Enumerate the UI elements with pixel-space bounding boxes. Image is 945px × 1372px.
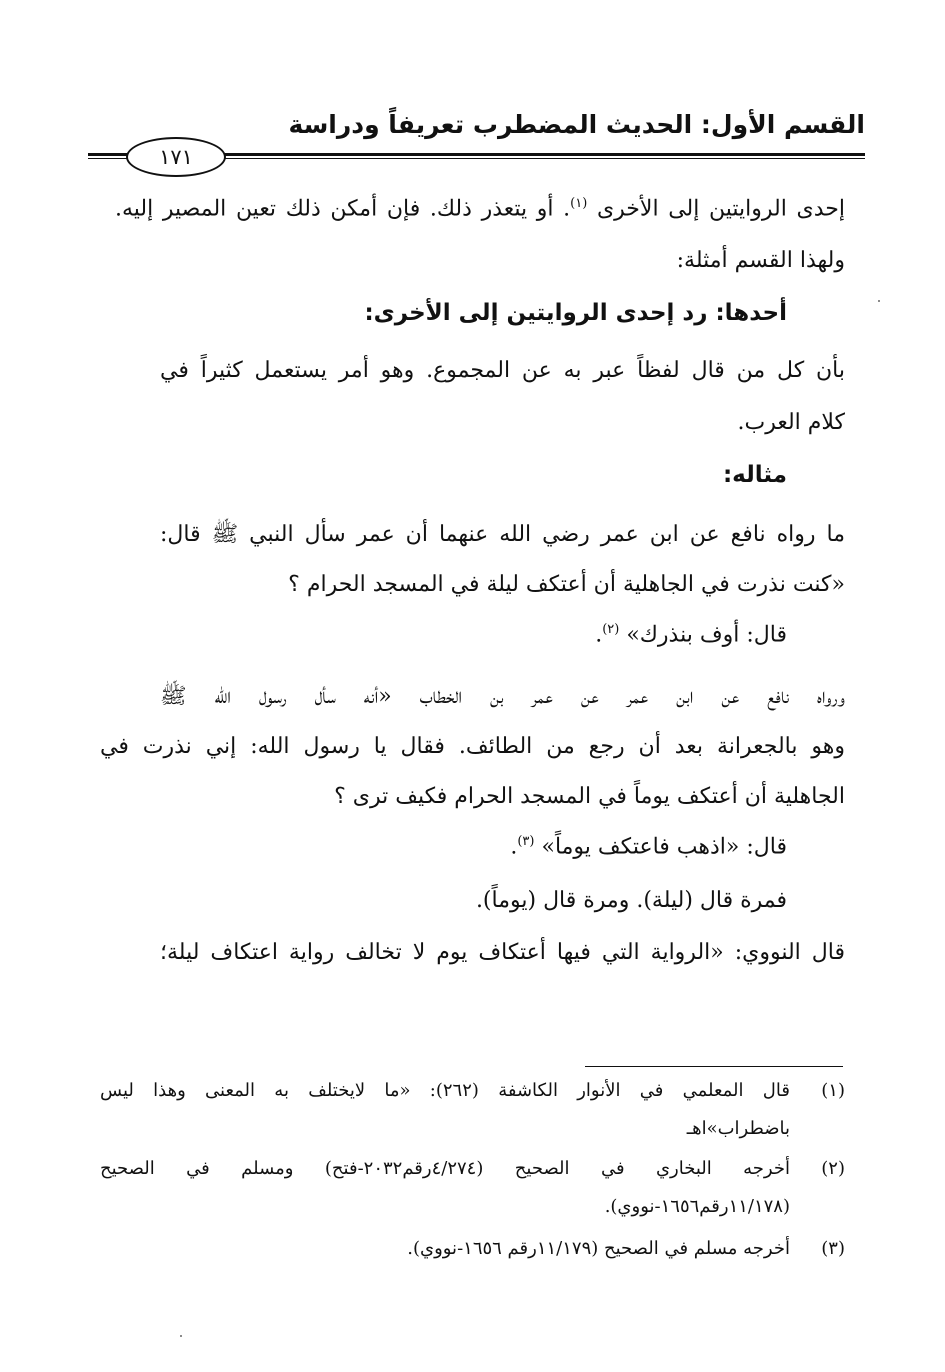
header-rule-thin [220,158,865,159]
body-line-1 [115,196,845,221]
body-text: قال: «اذهب فاعتكف يوماً» [534,834,787,860]
footnote-2-line-2: (١١/١٧٨رقم١٦٥٦-نووي). [604,1196,790,1217]
scan-speck [180,1335,182,1337]
body-line-8: ورواه نافع عن ابن عمر عن عمر بن الخطاب «أنه سأل رسول الله ﷺ [160,684,845,709]
body-line-3: بأن كل من قال لفظاً عبر به عن المجموع. وهو أمر يستعمل كثيراً في [160,358,845,383]
footnote-1-line-1: قال المعلمي في الأنوار الكاشفة (٢٦٢): «ما لايختلف به المعنى وهذا ليس [100,1080,790,1101]
body-text: . [510,834,518,860]
running-header-title: القسم الأول: الحديث المضطرب تعريفاً ودراسة [288,110,865,139]
example-heading: مثاله: [722,462,787,488]
body-line-11 [510,834,787,859]
footnote-1-line-2: باضطراب»اهـ [686,1118,790,1139]
footnote-separator [585,1066,843,1067]
footnote-ref-2[interactable]: (٢) [602,622,620,637]
header-rule-thick [220,153,865,156]
footnote-number-2: (٢) [821,1158,845,1179]
body-line-10: الجاهلية أن أعتكف يوماً في المسجد الحرام فكيف ترى ؟ [334,784,845,809]
footnote-number-1: (١) [821,1080,845,1101]
body-line-6: «كنت نذرت في الجاهلية أن أعتكف ليلة في المسجد الحرام ؟ [288,572,845,597]
footnote-ref-3[interactable]: (٣) [517,834,535,849]
page-number-badge [126,137,226,177]
body-line-7 [595,622,787,647]
body-line-2: ولهذا القسم أمثلة: [676,248,845,273]
footnote-3-line-1: أخرجه مسلم في الصحيح (١١/١٧٩رقم ١٦٥٦-نووي). [407,1238,790,1259]
section-heading: أحدها: رد إحدى الروايتين إلى الأخرى: [364,300,787,326]
body-line-13: قال النووي: «الرواية التي فيها أعتكاف يوم لا تخالف رواية اعتكاف ليلة؛ [160,940,845,965]
body-line-5: ما رواه نافع عن ابن عمر رضي الله عنهما أن عمر سأل النبي ﷺ قال: [160,522,845,547]
body-line-9: وهو بالجعرانة بعد أن رجع من الطائف. فقال يا رسول الله: إني نذرت في [100,734,845,759]
footnote-2-line-1: أخرجه البخاري في الصحيح (٤/٢٧٤رقم٢٠٣٢-فتح) ومسلم في الصحيح [100,1158,790,1179]
header-rule-left-thin [88,158,128,159]
footnote-ref-1[interactable]: (١) [570,196,588,211]
footnote-number-3: (٣) [821,1238,845,1259]
body-text: . أو يتعذر ذلك. فإن أمكن ذلك تعين المصير إليه. [115,196,571,222]
scan-speck [878,300,880,302]
body-line-4: كلام العرب. [737,410,845,435]
body-line-12: فمرة قال (ليلة). ومرة قال (يوماً). [475,888,787,913]
body-text: قال: أوف بنذرك» [619,622,787,648]
page-number: ١٧١ [159,145,193,169]
header-rule-left-thick [88,153,128,156]
body-text: . [595,622,603,648]
body-text: إحدى الروايتين إلى الأخرى [587,196,845,222]
